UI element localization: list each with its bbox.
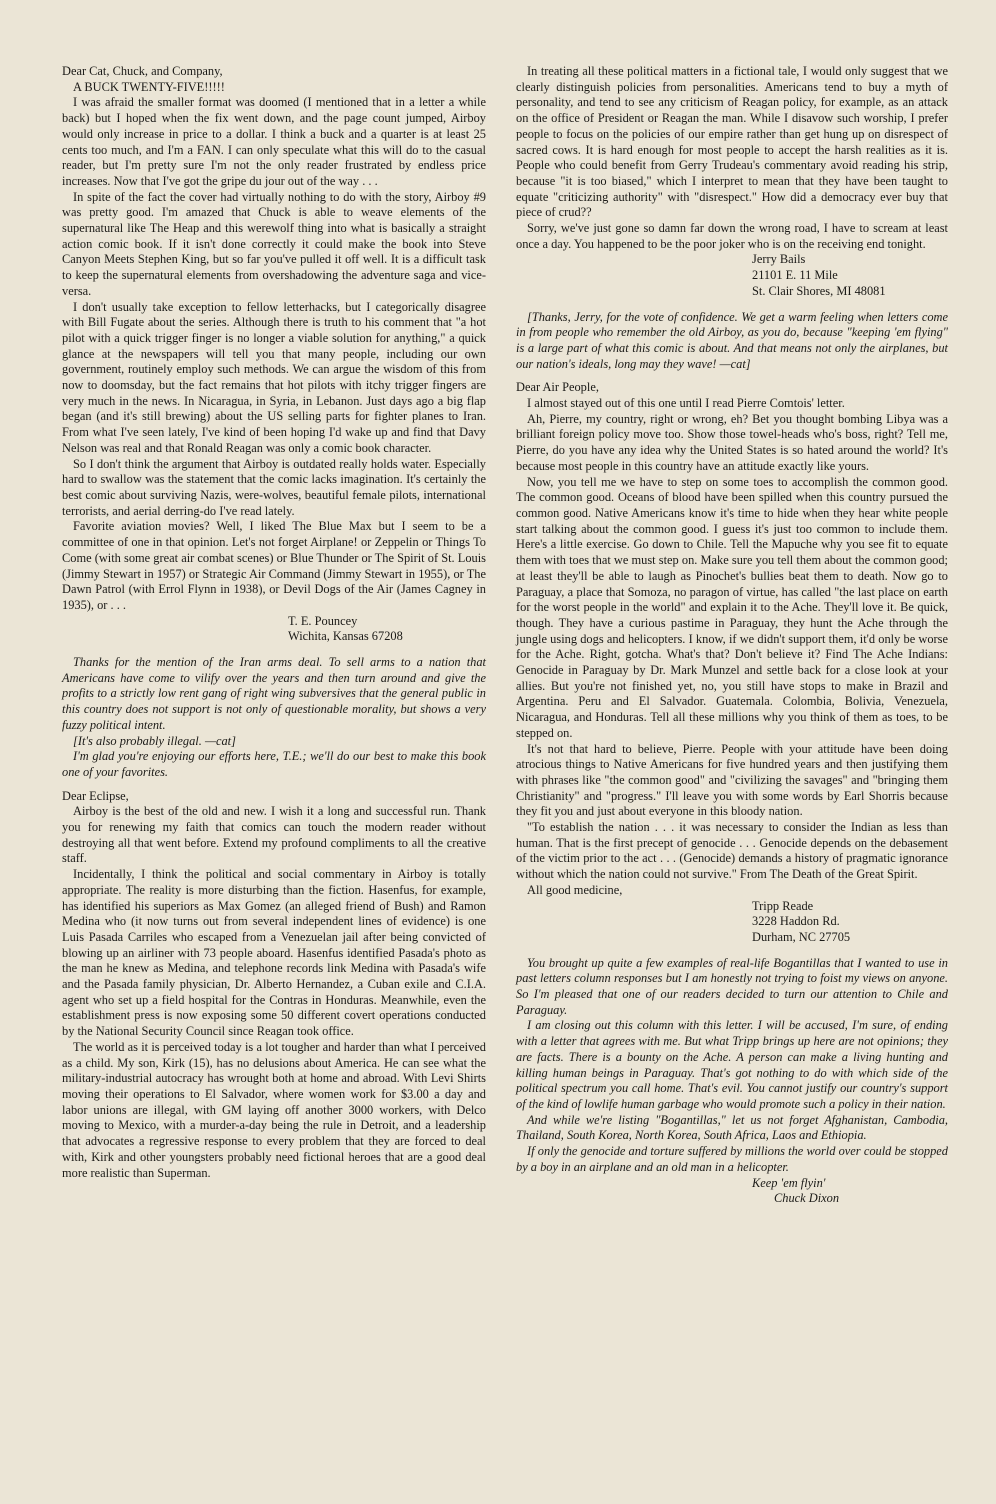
paragraph: Favorite aviation movies? Well, I liked The Blue Max but I seem to be a committee of one in that opinion. Let's not forget Airplane! or Zeppelin or Things To Come (with some great air combat scenes) or Blue Thunder or The Spirit of St. Louis (Jimmy Stewart in 1957) or Strategic Air Command (Jimmy Stewart in 1955), or The Dawn Patrol (with Errol Flynn in 1938), or Devil Dogs of the Air (James Cagney in 1935), or . . . [62, 519, 486, 612]
paragraph: The world as it is perceived today is a lot tougher and harder than what I perceived as a child. My son, Kirk (15), has no delusions about America. He can see what the military-industrial autocracy has wrought both at home and abroad. With Levi Shirts moving their operations to El Salvador, where women work for $3.00 a day and labor unions are illegal, with GM laying off another 3000 workers, with Delco moving to Mexico, with a murder-a-day being the rule in Detroit, and a leadership that advocates a regressive response to every problem that they are forced to deal with, Kirk and other youngsters probably need fictional heroes that are a good deal more realistic than Superman. [62, 1039, 486, 1180]
signature-address: St. Clair Shores, MI 48081 [752, 283, 886, 298]
editor-signature: Chuck Dixon [774, 1191, 840, 1206]
signature-name: Tripp Reade [752, 898, 814, 913]
salutation: Dear Eclipse, [62, 788, 129, 803]
signature-address: 21101 E. 11 Mile [752, 268, 838, 283]
signature [62, 614, 486, 645]
paragraph: "To establish the nation . . . it was necessary to consider the Indian as less than human. That is the first precept of genocide . . . Genocide depends on the debasement of the victim prior to the act . . . (Genocide) demands a history of pragmatic ignorance without which the nation could not survive." From The Death of the Great Spirit. [516, 820, 948, 882]
paragraph: All good medicine, [527, 882, 623, 897]
salutation: Dear Air People, [516, 380, 599, 395]
editor-reply: Thanks for the mention of the Iran arms deal. To sell arms to a nation that Americans have come to vilify over the years and then turn around and give the profits to a strictly low rent gang of right wing subversives that the general public in this country does not support is not only of questionable morality, but shows a very fuzzy political intent. [62, 655, 486, 732]
right-column [516, 64, 948, 1207]
signature [516, 252, 948, 299]
editor-reply: I am closing out this column with this letter. I will be accused, I'm sure, of ending with a letter that agrees with me. But what Tripp brings up here are not opinions; they are facts. There is a bounty on the Ache. A person can make a living hunting and killing human beings in Paraguay. That's got nothing to do with which side of the political spectrum you call home. That's evil. You cannot justify our country's support of the kind of lowlife human garbage who would promote such a policy in their nation. [516, 1018, 948, 1111]
signature-name: Jerry Bails [752, 252, 806, 267]
paragraph: I don't usually take exception to fellow letterhacks, but I categorically disagree with Bill Fugate about the series. Although there is truth to his comment that "a hot pilot with a quick trigger finger is no longer a viable solution for anything," a quick glance at the newspapers will tell you that many people, including our own government, routinely employ such methods. We can argue the wisdom of this from now to doomsday, but the fact remains that hot pilots with itchy trigger fingers are very much in the news. In Nicaragua, in Syria, in Lebanon. Just days ago a big flap began (and it's still brewing) about the US selling parts for fighter planes to Iran. From what I've seen lately, I've kind of been hoping I'd wake up and find that Davy Nelson was real and that Ronald Reagan was only a comic book character. [62, 299, 486, 455]
paragraph: I was afraid the smaller format was doomed (I mentioned that in a letter a while back) but I hoped when the fix went down, and the page count jumped, Airboy would only increase in price to a dollar. I think a buck and a quarter is at least 25 cents too much, and I'm a FAN. I can only speculate what this will do to the casual reader, but I'm pretty sure I'm not the only reader frustrated by endless price increases. Now that I've got the gripe du jour out of the way . . . [62, 95, 486, 188]
editor-reply: And while we're listing "Bogantillas," let us not forget Afghanistan, Cambodia, Thailand, South Korea, North Korea, South Africa, Laos and Ethiopia. [516, 1112, 948, 1143]
paragraph: In treating all these political matters in a fictional tale, I would only suggest that we clearly distinguish policies from personalities. Americans tend to buy a myth of personality, and tend to see any criticism of Reagan policy, for example, as an attack on the office of President or Reagan the man. While I disavow such worship, I prefer people to focus on the policies of our empire rather than get hung up on disrespect of sacred cows. It is hard enough for most people to accept the harsh realities as it is. People who could benefit from Gerry Trudeau's commentary avoid reading his strip, because "it is too biased," which I interpret to mean that they have been taught to equate "criticizing authority" with "disrespect." How did a democracy ever buy that piece of crud?? [516, 64, 948, 220]
editor-reply: [Thanks, Jerry, for the vote of confidence. We get a warm feeling when letters come in from people who remember the old Airboy, as you do, because "keeping 'em flying" is a large part of what this comic is about. And that means not only the airplanes, but our nation's ideals, long may they wave! —cat] [516, 309, 948, 371]
paragraph: Incidentally, I think the political and social commentary in Airboy is totally appropriate. The reality is more disturbing than the fiction. Hasenfus, for example, has identified his superiors as Max Gomez (an alleged friend of Bush) and Ramon Medina who (it now turns out from several independent lines of evidence) is one Luis Pasada Carriles who escaped from a Venezuelan jail after being convicted of blowing up an airliner with 73 people aboard. Hasenfus identified Pasada's photo as the man he knew as Medina, and telephone records link Medina with Pasada's wife and the Pasada family physician, Dr. Alberto Hernandez, a Cuban exile and C.I.A. agent who set up a field hospital for the Contras in Honduras. Meanwhile, even the establishment press is now exposing some 50 different covert operations conducted by the National Security Council since Reagan took office. [62, 867, 486, 1039]
paragraph: Sorry, we've just gone so damn far down the wrong road, I have to scream at least once a day. You happened to be the poor joker who is on the receiving end tonight. [516, 221, 948, 251]
headline: A BUCK TWENTY-FIVE!!!!! [73, 79, 225, 94]
closing [516, 1176, 948, 1207]
paragraph: So I don't think the argument that Airboy is outdated really holds water. Especially hard to swallow was the statement that the comic lacks imagination. It's certainly the best comic about surviving Nazis, were-wolves, beautiful female pilots, international terrorists, and aerial derring-do I've read lately. [62, 456, 486, 518]
left-column [62, 64, 486, 1181]
editor-reply: You brought up quite a few examples of real-life Bogantillas that I wanted to use in past letters column responses but I am honestly not trying to foist my views on anyone. So I'm pleased that one of our readers decided to turn our attention to Chile and Paraguay. [516, 955, 948, 1017]
paragraph: I almost stayed out of this one until I read Pierre Comtois' letter. [527, 396, 845, 411]
paragraph: In spite of the fact the cover had virtually nothing to do with the story, Airboy #9 was pretty good. I'm amazed that Chuck is able to weave elements of the supernatural like The Heap and this werewolf thing into what is basically a straight action comic book. If it isn't done correctly it could make the book into Steve Canyon Meets Stephen King, but so far you've pulled it off well. It is a difficult task to keep the supernatural elements from overshadowing the adventure saga and vice-versa. [62, 189, 486, 298]
paragraph: Airboy is the best of the old and new. I wish it a long and successful run. Thank you for renewing my faith that comics can touch the modern reader without destroying all that went before. Extend my profound compliments to all the creative staff. [62, 804, 486, 866]
editor-reply: I'm glad you're enjoying our efforts here, T.E.; we'll do our best to make this book one of your favorites. [62, 749, 486, 779]
salutation: Dear Cat, Chuck, and Company, [62, 64, 223, 78]
editor-reply: [It's also probably illegal. —cat] [73, 733, 236, 748]
closing-phrase: Keep 'em flyin' [752, 1175, 826, 1190]
signature-address: Durham, NC 27705 [752, 929, 851, 944]
paragraph: Now, you tell me we have to step on some toes to accomplish the common good. The common good. Oceans of blood have been spilled when this country pursued the common good. Native Americans know it's time to hide when they hear white people start talking about the common good. I guess it's just too common to include them. Here's a little exercise. Go down to Chile. Tell the Mapuche why you see fit to equate them with toes that we must step on. Make sure you tell them about the common good; at least they'll be able to laugh as Pinochet's bullies beat them to death. Now go to Paraguay, a place that Somoza, no paragon of virtue, has called "the last place on earth for the worst people in the world" and explain it to the Ache. They'll love it. Be quick, though. They have a curious pastime in Paraguay, they hunt the Ache through the jungle using dogs and helicopters. I know, if we didn't support them, it'd only be worse for the Ache. Right, gotcha. What's that? Don't believe it? Find The Ache Indians: Genocide in Paraguay by Dr. Mark Munzel and settle back for a close look at your allies. But you're not finished yet, no, you still have stops to make in Brazil and Argentina. Peru and El Salvador. Guatemala. Colombia, Bolivia, Venezuela, Nicaragua, and Honduras. Tell all these millions why you think of them as toes, to be stepped on. [516, 474, 948, 740]
signature-name: T. E. Pouncey [288, 613, 358, 628]
paragraph: It's not that hard to believe, Pierre. People with your attitude have been doing atrocious things to Native Americans for five hundred years and then justifying them with phrases like "the common good" and "civilizing the savages" and "bringing them Christianity" and "progress." I'll leave you with some words by Earl Shorris because they fit you and just about everyone in this bloody nation. [516, 741, 948, 819]
paragraph: Ah, Pierre, my country, right or wrong, eh? Bet you thought bombing Libya was a brilliant foreign policy move too. Show those towel-heads who's boss, right? Tell me, Pierre, do you have any idea why the United States is so hated around the world? It's because most people in this country have an attitude exactly like yours. [516, 411, 948, 473]
signature [516, 899, 948, 946]
editor-reply: If only the genocide and torture suffered by millions the world over could be stopped by a boy in an airplane and an old man in a helicopter. [516, 1144, 948, 1174]
signature-address: 3228 Haddon Rd. [752, 914, 840, 929]
signature-address: Wichita, Kansas 67208 [288, 629, 403, 644]
